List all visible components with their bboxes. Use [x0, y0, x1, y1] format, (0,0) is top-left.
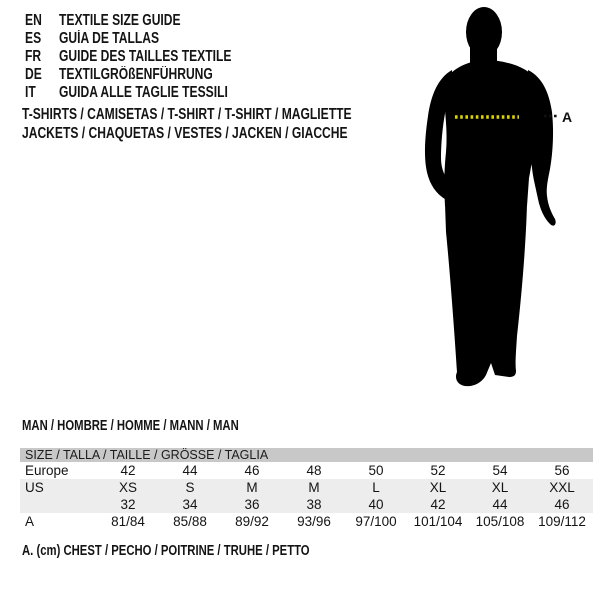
language-code: EN [25, 12, 42, 29]
size-value: 48 [306, 463, 322, 478]
language-row [25, 66, 280, 84]
category-line: T-SHIRTS / CAMISETAS / T-SHIRT / T-SHIRT / MAGLIETTE [22, 106, 352, 123]
size-value: 93/96 [297, 514, 331, 529]
section-title [22, 419, 300, 433]
size-value: M [246, 480, 258, 495]
table-row [20, 479, 593, 496]
language-code: DE [25, 66, 42, 83]
language-code: FR [25, 48, 42, 65]
size-value: XS [118, 480, 137, 495]
size-value: 54 [492, 463, 508, 478]
row-label: US [25, 480, 44, 495]
language-row [25, 30, 280, 48]
silhouette-right-arm [528, 70, 556, 226]
size-value: M [308, 480, 320, 495]
size-value: S [185, 480, 195, 495]
language-row [25, 48, 280, 66]
language-code: ES [25, 30, 42, 47]
table-body [20, 462, 593, 530]
size-table [20, 448, 593, 530]
language-list [25, 12, 280, 102]
size-value: 56 [554, 463, 570, 478]
silhouette-torso [442, 60, 538, 206]
measurement-footnote [22, 544, 391, 558]
size-value: 38 [306, 497, 322, 512]
size-value: XL [429, 480, 447, 495]
size-value: 34 [182, 497, 198, 512]
size-value: 52 [430, 463, 446, 478]
language-label: GUIDE DES TAILLES TEXTILE [59, 48, 232, 65]
size-value: XL [491, 480, 509, 495]
size-value: 42 [430, 497, 446, 512]
language-code: IT [25, 84, 36, 101]
size-value: 101/104 [413, 514, 463, 529]
size-value: 44 [492, 497, 508, 512]
measurement-footnote-text: A. (cm) CHEST / PECHO / POITRINE / TRUHE / PETTO [22, 543, 310, 559]
size-value: L [372, 480, 380, 495]
size-value: 89/92 [235, 514, 269, 529]
table-row [20, 462, 593, 479]
row-label: A [25, 514, 35, 529]
size-value: 97/100 [355, 514, 397, 529]
language-label: TEXTILE SIZE GUIDE [59, 12, 181, 29]
marker-a-label: A [562, 109, 573, 125]
language-row [25, 12, 280, 30]
size-value: 32 [120, 497, 136, 512]
size-value: XXL [549, 480, 575, 495]
category-line: JACKETS / CHAQUETAS / VESTES / JACKEN / GIACCHE [22, 125, 348, 142]
table-row [20, 496, 593, 513]
size-value: 40 [368, 497, 384, 512]
size-value: 85/88 [173, 514, 207, 529]
man-silhouette [420, 0, 580, 400]
table-header: SIZE / TALLA / TAILLE / GRÖSSE / TAGLIA [20, 448, 593, 462]
language-label: GUIDA ALLE TAGLIE TESSILI [59, 84, 228, 101]
language-row [25, 84, 280, 102]
section-title-text: MAN / HOMBRE / HOMME / MANN / MAN [22, 418, 239, 434]
size-value: 50 [368, 463, 384, 478]
size-value: 81/84 [111, 514, 145, 529]
man-silhouette-figure [425, 7, 556, 386]
row-label: Europe [25, 463, 69, 478]
size-value: 36 [244, 497, 260, 512]
size-value: 109/112 [538, 514, 586, 529]
language-label: TEXTILGRÖßENFÜHRUNG [59, 66, 213, 83]
row-label [20, 496, 97, 513]
size-value: 46 [244, 463, 260, 478]
silhouette-legs [445, 204, 527, 386]
language-label: GUÍA DE TALLAS [59, 30, 160, 47]
size-value: 44 [182, 463, 198, 478]
size-value: 105/108 [475, 514, 525, 529]
table-row [20, 513, 593, 530]
size-value: 46 [554, 497, 570, 512]
size-value: 42 [120, 463, 136, 478]
